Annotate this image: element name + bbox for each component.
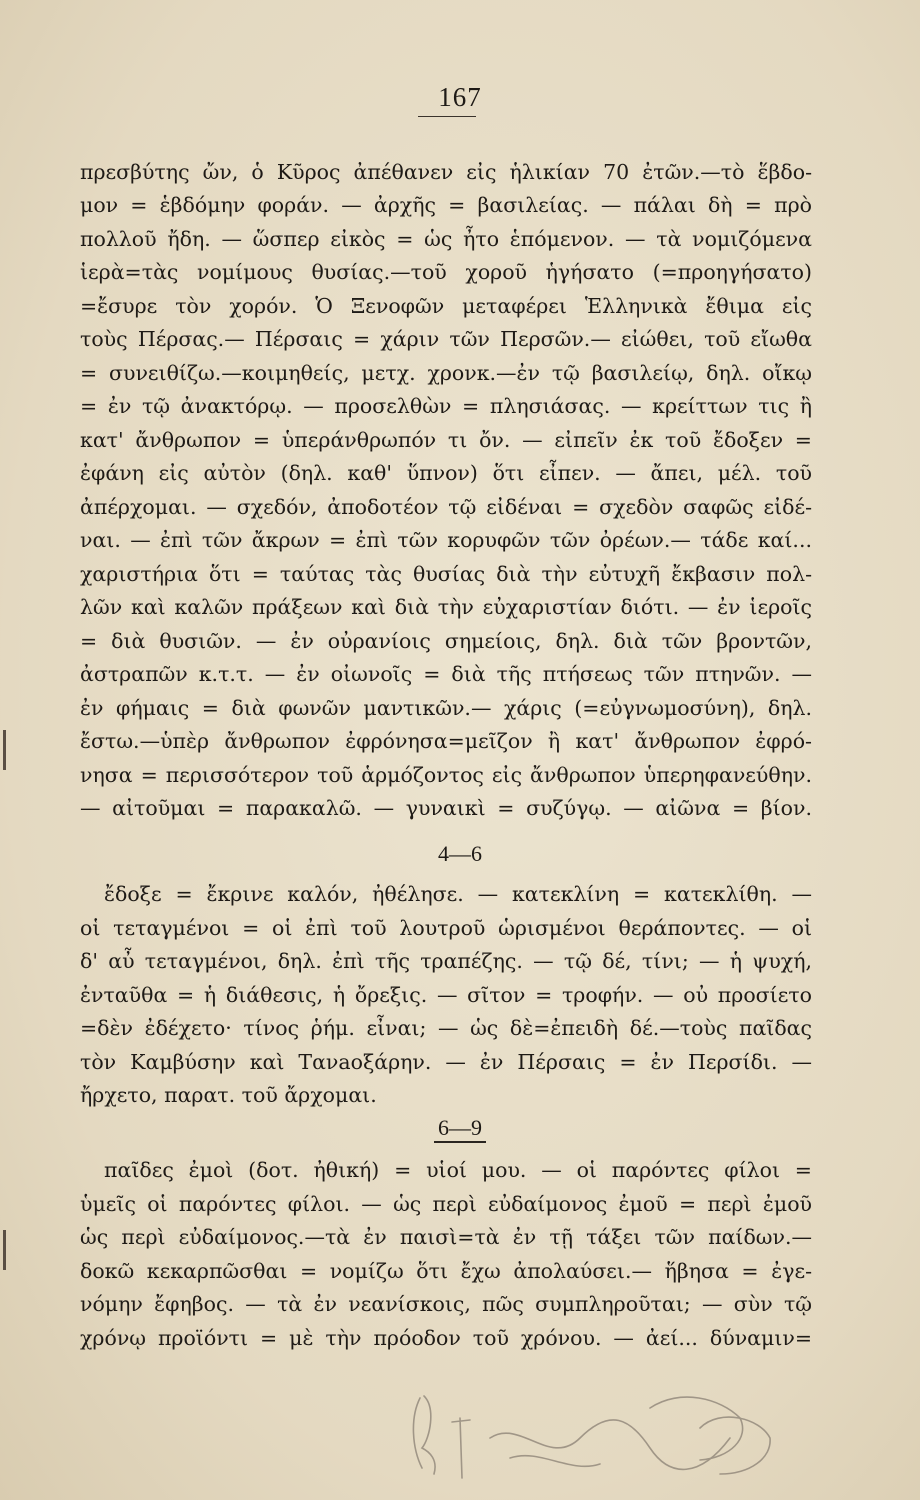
text-line: ὡς περὶ εὐδαίμονος.—τὰ ἐν παισὶ=τὰ ἐν τῇ τάξει τῶν παίδων.— xyxy=(80,1225,812,1249)
section-heading xyxy=(0,1112,920,1144)
edge-mark xyxy=(3,730,6,770)
text-line: = διὰ θυσιῶν. — ἐν οὐρανίοις σημείοις, δηλ. διὰ τῶν βροντῶν, xyxy=(80,629,812,653)
text-line: οἱ τεταγμένοι = οἱ ἐπὶ τοῦ λουτροῦ ὡρισμένοι θεράποντες. — οἱ xyxy=(80,916,812,940)
text-line: ἱερὰ=τὰς νομίμους θυσίας.—τοῦ χοροῦ ἡγήσατο (=προηγήσατο) xyxy=(80,260,812,284)
text-line: ναι. — ἐπὶ τῶν ἄκρων = ἐπὶ τῶν κορυφῶν τῶν ὀρέων.— τάδε καί... xyxy=(80,528,812,552)
text-line: δ' αὖ τεταγμένοι, δηλ. ἐπὶ τῆς τραπέζης. — τῷ δέ, τίνι; — ἡ ψυχή, xyxy=(80,949,812,973)
section-heading-label: 6—9 xyxy=(434,1115,486,1143)
text-line: ἀστραπῶν κ.τ.τ. — ἐν οἰωνοῖς = διὰ τῆς πτήσεως τῶν πτηνῶν. — xyxy=(80,662,812,686)
text-line: πρεσβύτης ὤν, ὁ Κῦρος ἀπέθανεν εἰς ἡλικίαν 70 ἐτῶν.—τὸ ἕβδο- xyxy=(80,160,812,184)
text-line: ἔδοξε = ἔκρινε καλόν, ἠθέλησε. — κατεκλίνη = κατεκλίθη. — xyxy=(104,882,812,906)
text-line: λῶν καὶ καλῶν πράξεων καὶ διὰ τὴν εὐχαριστίαν διότι. — ἐν ἱεροῖς xyxy=(80,595,812,619)
pencil-scribble-icon xyxy=(400,1378,790,1488)
text-line: ἐφάνη εἰς αὐτὸν (δηλ. καθ' ὕπνον) ὅτι εἶπεν. — ἄπει, μέλ. τοῦ xyxy=(80,461,812,485)
text-line: χαριστήρια ὅτι = ταύτας τὰς θυσίας διὰ τὴν εὐτυχῆ ἔκβασιν πολ- xyxy=(80,562,812,586)
text-line: νησα = περισσότερον τοῦ ἁρμόζοντος εἰς ἄνθρωπον ὑπερηφανεύθην. xyxy=(80,763,812,787)
section-heading: 4—6 xyxy=(438,841,482,866)
text-line: ἐν φήμαις = διὰ φωνῶν μαντικῶν.— χάρις (=εὐγνωμοσύνη), δηλ. xyxy=(80,696,812,720)
text-line: ἔστω.—ὑπὲρ ἄνθρωπον ἐφρόνησα=μεῖζον ἢ κατ' ἄνθρωπον ἐφρό- xyxy=(80,729,812,753)
text-line: ὑμεῖς οἱ παρόντες φίλοι. — ὡς περὶ εὐδαίμονος ἐμοῦ = περὶ ἐμοῦ xyxy=(80,1192,812,1216)
text-line: δοκῶ κεκαρπῶσθαι = νομίζω ὅτι ἔχω ἀπολαύσει.— ἥβησα = ἐγε- xyxy=(80,1259,812,1283)
text-line: ἐνταῦθα = ἡ διάθεσις, ἡ ὄρεξις. — σῖτον = τροφήν. — οὐ προσίετο xyxy=(80,983,812,1007)
text-line: ἀπέρχομαι. — σχεδόν, ἀποδοτέον τῷ εἰδέναι = σχεδὸν σαφῶς εἰδέ- xyxy=(80,495,812,519)
text-line: νόμην ἔφηβος. — τὰ ἐν νεανίσκοις, πῶς συμπληροῦται; — σὺν τῷ xyxy=(80,1292,812,1316)
text-line: =δὲν ἐδέχετο· τίνος ῥήμ. εἶναι; — ὡς δὲ=ἐπειδὴ δέ.—τοὺς παῖδας xyxy=(80,1016,812,1040)
text-line: =ἔσυρε τὸν χορόν. Ὁ Ξενοφῶν μεταφέρει Ἑλληνικὰ ἔθιμα εἰς xyxy=(80,294,812,318)
text-line: χρόνῳ προϊόντι = μὲ τὴν πρόοδον τοῦ χρόνου. — ἀεί... δύναμιν= xyxy=(80,1326,812,1350)
page-number: 167 xyxy=(438,82,482,112)
text-line: τὸν Καμβύσην καὶ Τανaοξάρην. — ἐν Πέρσαις = ἐν Περσίδι. — xyxy=(80,1050,812,1074)
text-line: — αἰτοῦμαι = παρακαλῶ. — γυναικὶ = συζύγῳ. — αἰῶνα = βίον. xyxy=(80,796,812,820)
text-line: ἤρχετο, παρατ. τοῦ ἄρχομαι. xyxy=(80,1083,377,1107)
text-line: κατ' ἄνθρωπον = ὑπεράνθρωπόν τι ὄν. — εἰπεῖν ἐκ τοῦ ἔδοξεν = xyxy=(80,428,812,452)
text-line: πολλοῦ ἤδη. — ὥσπερ εἰκὸς = ὡς ἦτο ἑπόμενον. — τὰ νομιζόμενα xyxy=(80,227,812,251)
edge-mark xyxy=(3,1230,6,1270)
text-line: τοὺς Πέρσας.— Πέρσαις = χάριν τῶν Περσῶν.— εἰώθει, τοῦ εἴωθα xyxy=(80,327,812,351)
text-line: παῖδες ἐμοὶ (δοτ. ἠθική) = υἱοί μου. — οἱ παρόντες φίλοι = xyxy=(104,1158,812,1182)
text-line: μον = ἑβδόμην φοράν. — ἀρχῆς = βασιλείας. — πάλαι δὴ = πρὸ xyxy=(80,193,812,217)
text-line: = συνειθίζω.—κοιμηθείς, μετχ. χρονκ.—ἐν τῷ βασιλείῳ, δηλ. οἴκῳ xyxy=(80,361,812,385)
text-line: = ἐν τῷ ἀνακτόρῳ. — προσελθὼν = πλησιάσας. — κρείττων τις ἢ xyxy=(80,394,812,418)
